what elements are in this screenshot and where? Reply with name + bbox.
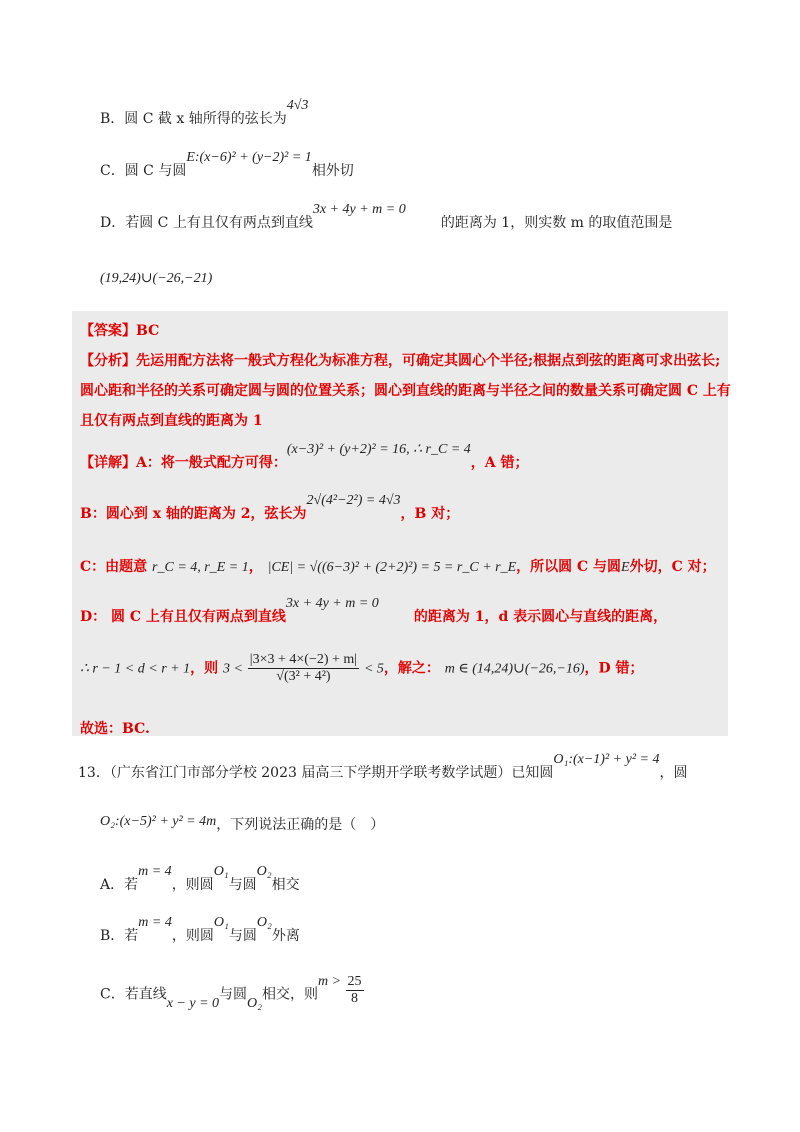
ineq-solve: ，解之： — [383, 660, 440, 677]
detail-d-text: D： 圆 C 上有且仅有两点到直线 — [80, 609, 286, 625]
q13-b-and: 与圆 — [228, 928, 257, 944]
ineq-tail: ，D 错； — [584, 660, 644, 677]
ineq-left: 3 < — [222, 661, 243, 677]
q13-a-pre: A．若 — [100, 877, 139, 893]
option-c — [100, 150, 354, 180]
q13-a-o2: O₂ — [256, 864, 272, 879]
q13-option-c — [100, 973, 364, 1011]
q13-b-pre: B．若 — [100, 928, 139, 944]
q13-b-tail: 外离 — [271, 928, 300, 944]
analysis-line-3: 且仅有两点到直线的距离为 1 — [80, 413, 263, 429]
q13-stem-2-tail: ，下列说法正确的是（ ） — [216, 817, 385, 833]
answer-label: 【答案】BC — [80, 323, 160, 339]
detail-b-text: B：圆心到 x 轴的距离为 2，弦长为 — [80, 506, 307, 522]
detail-a-math: (x−3)² + (y+2)² = 16, ∴ r_C = 4 — [286, 442, 471, 457]
q13-stem-1 — [78, 752, 688, 782]
analysis-line-1: 【分析】先运用配方法将一般式方程化为标准方程，可确定其圆心个半径;根据点到弦的距离可求出弦长; — [80, 353, 721, 369]
detail-b — [80, 493, 460, 523]
option-c-math: E:(x−6)² + (y−2)² = 1 — [186, 150, 312, 165]
detail-b-math: 2√(4²−2²) = 4√3 — [306, 493, 401, 508]
option-c-tail: 相外切 — [311, 163, 354, 179]
detail-d-math: 3x + 4y + m = 0 — [285, 596, 379, 611]
q13-option-b — [100, 915, 300, 945]
detail-c-math-distance: |CE| = √((6−3)² + (2+2)²) = 5 = r_C + r_E — [267, 560, 517, 575]
q13-a-o1: O₁ — [213, 864, 229, 879]
q13-b-mid: ，则圆 — [171, 928, 214, 944]
q13-c-fraction — [346, 974, 364, 1007]
q13-b-m: m = 4 — [138, 915, 172, 930]
q13-a-tail: 相交 — [271, 877, 300, 893]
q13-c-pre: C．若直线 — [100, 986, 167, 1003]
option-d-range: (19,24)∪(−26,−21) — [100, 271, 213, 286]
detail-c-text: C：由题意 — [80, 559, 148, 575]
q13-b-o1: O₁ — [213, 915, 229, 930]
ineq-fraction — [248, 652, 359, 685]
q13-c-mid: 与圆 — [219, 986, 248, 1003]
option-d-math: 3x + 4y + m = 0 — [312, 202, 406, 217]
option-d-tail: 的距离为 1，则实数 m 的取值范围是 — [440, 215, 673, 231]
detail-d — [80, 596, 668, 626]
detail-c-circle-e: E — [621, 560, 630, 575]
q13-c-m: m > — [318, 973, 342, 989]
ineq-then: ，则 — [190, 660, 219, 677]
q13-a-mid: ，则圆 — [171, 877, 214, 893]
detail-d-tail: 的距离为 1，d 表示圆心与直线的距离， — [413, 609, 668, 625]
option-d — [100, 202, 673, 232]
final-answer: 故选：BC. — [80, 721, 150, 737]
q13-c-denominator: 8 — [351, 991, 359, 1006]
detail-a — [80, 442, 529, 472]
ineq-pre: ∴ r − 1 < d < r + 1 — [80, 661, 191, 677]
detail-c-tail-2: 外切，C 对； — [629, 559, 716, 575]
option-d-text: D．若圆 C 上有且仅有两点到直线 — [100, 215, 313, 231]
detail-c: C：由题意 r_C = 4, r_E = 1， |CE| = √((6−3)² + (2+2)²) = 5 = r_C + r_E，所以圆 C 与圆E外切，C 对； — [80, 559, 716, 575]
q13-circle-2: O₂:(x−5)² + y² = 4m — [100, 814, 217, 829]
detail-d-inequality — [80, 652, 644, 685]
q13-circle-1: O₁:(x−1)² + y² = 4 — [553, 752, 660, 767]
q13-stem-text: 13．（广东省江门市部分学校 2023 届高三下学期开学联考数学试题）已知圆 — [78, 765, 554, 781]
q13-option-a — [100, 864, 300, 894]
q13-a-and: 与圆 — [228, 877, 257, 893]
option-c-text: C．圆 C 与圆 — [100, 163, 187, 179]
q13-stem-2 — [100, 814, 384, 834]
detail-a-tail: ，A 错； — [470, 455, 529, 471]
q13-c-o2: O₂ — [247, 995, 263, 1011]
option-b-math: 4√3 — [286, 98, 309, 113]
ineq-denominator: √(3² + 4²) — [276, 669, 331, 684]
analysis-line-2: 圆心距和半径的关系可确定圆与圆的位置关系；圆心到直线的距离与半径之间的数量关系可确定圆 C 上有 — [80, 383, 731, 399]
q13-c-numerator: 25 — [347, 974, 362, 989]
detail-c-tail-1: ，所以圆 C 与圆 — [516, 559, 622, 575]
q13-c-tail: 相交，则 — [262, 986, 319, 1003]
detail-b-tail: ，B 对； — [400, 506, 460, 522]
q13-stem-tail: ，圆 — [659, 765, 688, 781]
q13-b-o2: O₂ — [256, 915, 272, 930]
q13-a-m: m = 4 — [138, 864, 172, 879]
ineq-result: m ∈ (14,24)∪(−26,−16) — [444, 661, 585, 677]
ineq-right: < 5 — [363, 661, 384, 677]
detail-c-math-radius: r_C = 4, r_E = 1 — [152, 560, 249, 575]
option-b-text: B．圆 C 截 x 轴所得的弦长为 — [100, 111, 287, 127]
ineq-numerator: |3×3 + 4×(−2) + m| — [249, 652, 358, 667]
option-b — [100, 98, 309, 128]
detail-a-text: 【详解】A：将一般式配方可得： — [80, 455, 287, 471]
q13-c-line: x − y = 0 — [166, 995, 220, 1011]
